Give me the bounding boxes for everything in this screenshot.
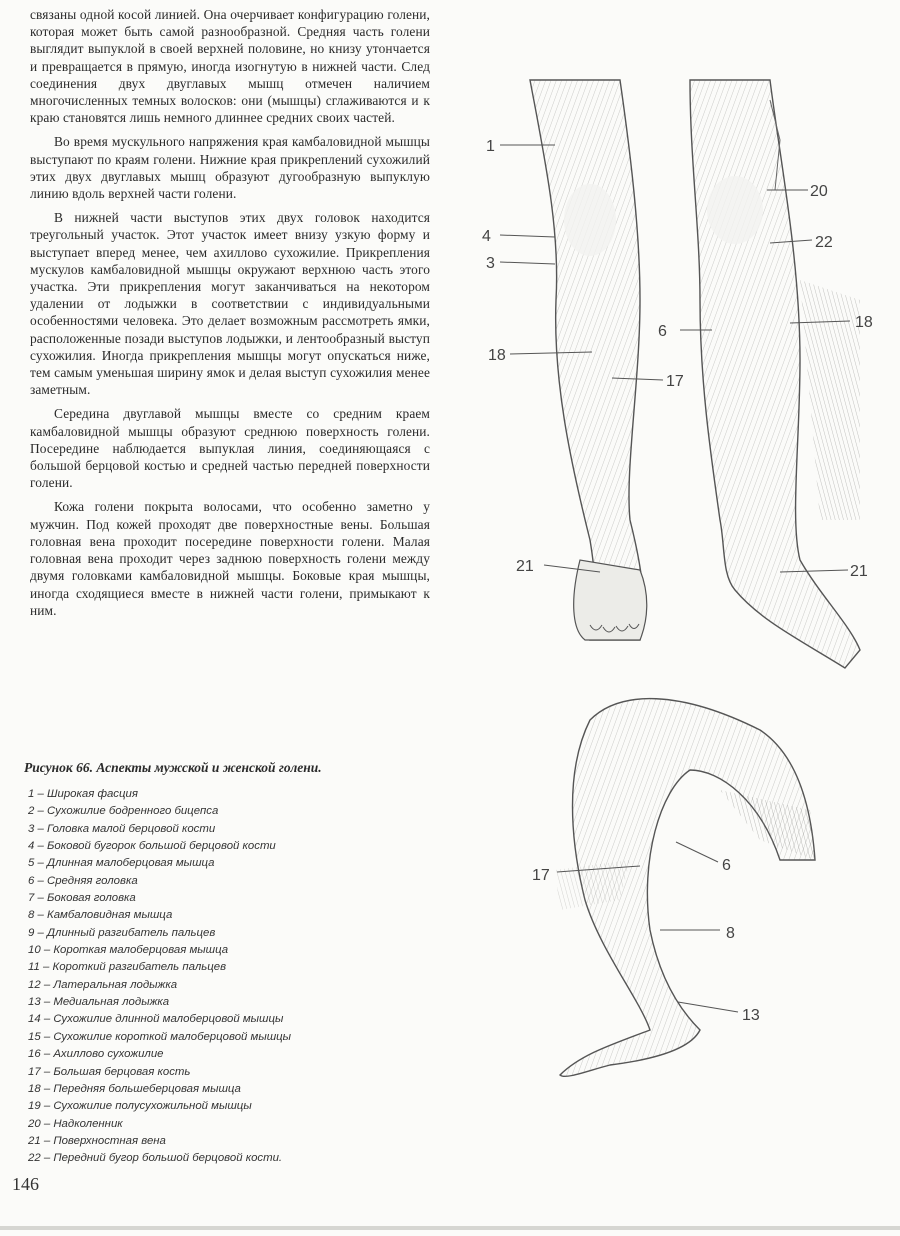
legend-item: 13 – Медиальная лодыжка <box>28 996 170 1009</box>
legend-item: 21 – Поверхностная вена <box>28 1134 166 1147</box>
leg-front-left-drawing <box>530 80 647 640</box>
legend-item: 7 – Боковая головка <box>28 892 136 905</box>
legend-item: 4 – Боковой бугорок большой берцовой кости <box>28 840 276 853</box>
paragraph: Во время мускульного напряжения края камбаловидной мышцы выступают по краям голени. Нижние края прикреплений сухожилий этих двух двуглавых мышц образуют дугообразную выпуклую линию вдоль верхней части голени. <box>30 134 430 202</box>
legend-item: 1 – Широкая фасция <box>28 788 138 800</box>
bent-leg-drawing <box>555 699 815 1077</box>
legend-item: 11 – Короткий разгибатель пальцев <box>28 961 227 974</box>
legend-item: 5 – Длинная малоберцовая мышца <box>28 857 215 870</box>
legend-item: 10 – Короткая малоберцовая мышца <box>28 944 229 957</box>
leg-side-right-drawing <box>690 80 860 668</box>
legend-item: 2 – Сухожилие бодренного бицепса <box>28 805 219 818</box>
callout-8-bottom: 8 <box>726 925 735 942</box>
callout-18-right: 18 <box>855 314 873 331</box>
legend-item: 9 – Длинный разгибатель пальцев <box>28 926 216 939</box>
figure-caption: Рисунок 66. Аспекты мужской и женской голени. <box>24 760 322 775</box>
callout-17-bottom: 17 <box>532 867 550 884</box>
callout-13-bottom: 13 <box>742 1007 760 1024</box>
legend-item: 15 – Сухожилие короткой малоберцовой мышцы <box>28 1030 292 1043</box>
legend-item: 12 – Латеральная лодыжка <box>28 978 178 991</box>
legend-item: 8 – Камбаловидная мышца <box>28 909 173 922</box>
callout-4: 4 <box>482 228 491 245</box>
legend-item: 18 – Передняя большеберцовая мышца <box>28 1082 241 1095</box>
callout-3: 3 <box>486 255 495 272</box>
legend-item: 6 – Средняя головка <box>28 874 138 887</box>
legend-item: 16 – Ахиллово сухожилие <box>28 1048 164 1061</box>
legend-item: 3 – Головка малой берцовой кости <box>28 822 216 835</box>
page-bottom-edge <box>0 1226 900 1230</box>
paragraph: Кожа голени покрыта волосами, что особенно заметно у мужчин. Под кожей проходят две поверхностные вены. Большая головная вена проходит посередине поверхности голени. Малая головная вена проходит через заднюю поверхность голени между двумя головками камбаловидной мышцы. Боковые края мышцы, иногда сходящиеся вместе в нижней части голени, примыкают к ним. <box>30 499 430 618</box>
page-number: 146 <box>12 1174 39 1194</box>
callout-18: 18 <box>488 347 506 364</box>
legend-item: 19 – Сухожилие полусухожильной мышцы <box>28 1100 252 1113</box>
callout-21: 21 <box>516 558 534 575</box>
legend-item: 17 – Большая берцовая кость <box>28 1065 191 1078</box>
legend-item: 22 – Передний бугор большой берцовой кости. <box>28 1152 283 1165</box>
callout-1: 1 <box>486 138 495 155</box>
callout-6: 6 <box>658 323 667 340</box>
callout-20: 20 <box>810 183 828 200</box>
callout-22: 22 <box>815 234 833 251</box>
legend-item: 14 – Сухожилие длинной малоберцовой мышцы <box>28 1013 284 1026</box>
paragraph: Середина двуглавой мышцы вместе со средним краем камбаловидной мышцы образуют среднюю поверхность голени. Посередине наблюдается выпуклая линия, соединяющаяся с большой берцовой костью и средней частью передней поверхности голени. <box>30 406 430 491</box>
figure-legend <box>28 786 468 1168</box>
paragraph: связаны одной косой линией. Она очерчивает конфигурацию голени, которая может быть самой разнообразной. Средняя часть голени выглядит выпуклой в своей верхней половине, но книзу утончается и превращается в прямую, иногда изогнутую в нижней части. След соединения двух двуглавых мышц отмечен наличием многочисленных темных волосков: они (мышцы) сглаживаются и к краю становятся лишь немного длиннее средних своих частей. <box>30 7 430 126</box>
callout-6-bottom: 6 <box>722 857 731 874</box>
callout-21-right: 21 <box>850 563 868 580</box>
legend-item: 20 – Надколенник <box>28 1117 123 1130</box>
paragraph: В нижней части выступов этих двух головок находится треугольный участок. Этот участок имеет внизу узкую форму и выступает вперед менее, чем ахиллово сухожилие. Прикрепления мускулов камбаловидной мышцы окружают верхнюю часть этого участка. Эти прикрепления могут заканчиваться на некотором удалении от лодыжки в соответствии с индивидуальными особенностями человека. Это делает возможным рассмотреть ямки, расположенные позади выступов лодыжки, и лентообразный выступ сухожилия. Иногда прикрепления мышцы могут опускаться ниже, тем самым уменьшая ширину ямок и делая выступ сухожилия менее заметным. <box>30 210 430 398</box>
callout-17: 17 <box>666 373 684 390</box>
